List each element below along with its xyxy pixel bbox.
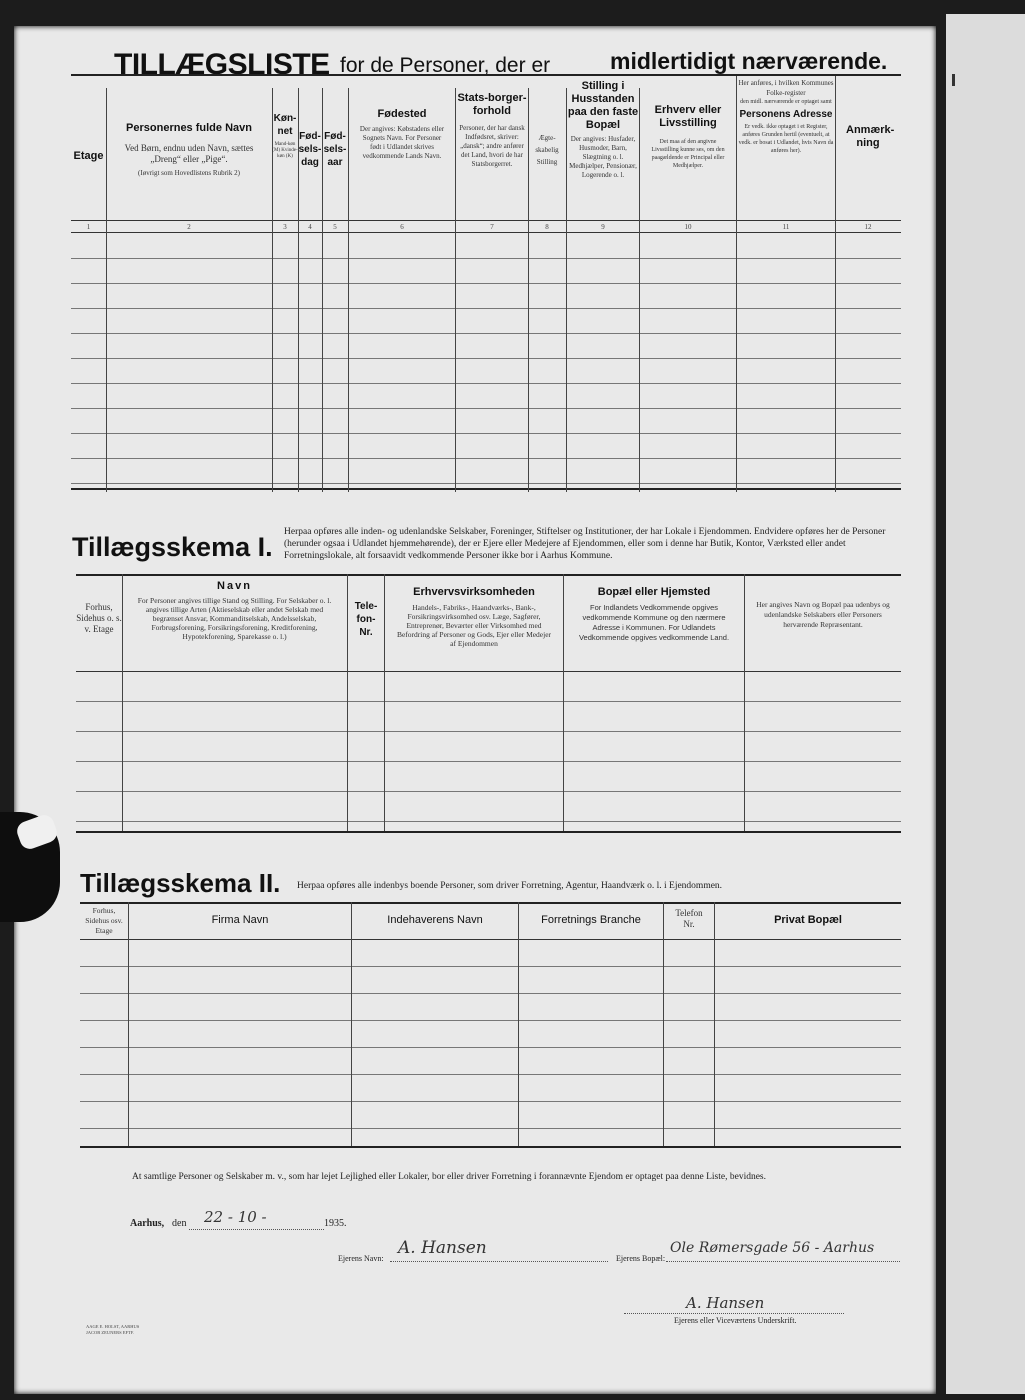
main-col-number: 5 [333, 223, 337, 231]
main-col-4-header: Fød-sels-dag [298, 131, 322, 168]
ruled-row-line [71, 408, 901, 409]
skema2-col-5-header: Telefon Nr. [675, 908, 703, 929]
skema1-col-sep [563, 574, 564, 831]
ruled-row-line [71, 308, 901, 309]
ruled-row-line [71, 458, 901, 459]
ruled-row-line [71, 383, 901, 384]
skema2-header-rule [80, 939, 901, 940]
main-col-number: 3 [283, 223, 287, 231]
page-title-sub2: midlertidigt nærværende. [610, 48, 888, 74]
skema1-bottom-rule [76, 831, 901, 833]
page-title-sub1: for de Personer, der er [340, 54, 551, 77]
main-col-sep [455, 88, 456, 492]
owner-address-handwritten: Ole Rømersgade 56 - Aarhus [670, 1240, 875, 1256]
skema2-col-2-header: Firma Navn [211, 914, 269, 926]
skema1-title: Tillægsskema I. [72, 532, 273, 562]
adjacent-page [946, 14, 1025, 1394]
ruled-row-line [80, 1074, 901, 1075]
skema2-col-sep [663, 902, 664, 1146]
main-col-sep [106, 88, 107, 492]
ruled-row-line [71, 283, 901, 284]
skema1-col-5-header: Bopæl eller Hjemsted For Indlandets Vedkommende opgives vedkommende Kommune og den nærmere Adresse i Kommunen. For Udlandets Vedkommende opgives vedkommende Land. [578, 586, 730, 642]
main-col-number: 6 [400, 223, 404, 231]
main-col-number: 7 [490, 223, 494, 231]
ruled-row-line [71, 433, 901, 434]
skema2-col-3-header: Indehaverens Navn [387, 914, 483, 926]
skema2-title: Tillægsskema II. [80, 868, 281, 898]
ruled-row-line [80, 1047, 901, 1048]
ruled-row-line [76, 791, 901, 792]
main-col-number: 11 [782, 223, 790, 231]
ruled-row-line [76, 731, 901, 732]
skema2-top-rule [80, 902, 901, 904]
skema2-bottom-rule [80, 1146, 901, 1148]
main-col-number: 2 [187, 223, 191, 231]
ruled-row-line [76, 821, 901, 822]
main-col-6-header: Fødested Der angives: Købstadens eller Sognets Navn. For Personer født i Udlandet skrives vedkommende Lands Navn. [359, 108, 445, 160]
skema1-col-4-header: Erhvervsvirksomheden Handels-, Fabriks-, Haandværks-, Bank-, Forsikringsvirksomhed osv. Læge, Sagfører, Entreprenør, Beværter eller Virksomhed med Befordring af Personer og Gods, Ejer eller Medejer af Ejendommen [396, 586, 552, 648]
date-handwritten: 22 - 10 - [204, 1208, 267, 1226]
main-col-3-header: Køn-net Mand-køn (M) Kvinde-køn (K) [272, 113, 298, 159]
owner-name-handwritten: A. Hansen [398, 1238, 487, 1258]
printer-imprint: AAGE E. HOLST, AARHUS JACOB ZEUNERS EFTF. [86, 1324, 140, 1335]
ruled-row-line [80, 966, 901, 967]
skema1-col-2-header: Navn For Personer angives tillige Stand og Stilling. For Selskaber o. l. angives tillige Arten (Aktieselskab eller andet Selskab med begrænset Ansvar, Kommanditselskab, Andelsselskab, Forbrugsforening, Forsikringsforening, Kreditforening, Hypotekforening, Sparekasse o. l.) [137, 580, 332, 641]
main-table-header-rule [71, 220, 901, 221]
owner-name-label: Ejerens Navn: [338, 1254, 384, 1263]
main-col-10-header: Erhverv eller Livsstilling Det maa af den angivne Livsstilling kunne ses, om den paagældende er Principal eller Medhjælper. [651, 104, 725, 169]
skema2-intro: Herpaa opføres alle indenbys boende Personer, som driver Forretning, Agentur, Haandværk o. l. i Ejendommen. [297, 881, 723, 891]
attestation-text: At samtlige Personer og Selskaber m. v., som har lejet Lejlighed eller Lokaler, bor eller driver Forretning i forannævnte Ejendom er optaget paa denne Liste, bevidnes. [132, 1172, 766, 1182]
signature-place: Aarhus, [130, 1218, 165, 1229]
ruled-row-line [80, 993, 901, 994]
main-col-7-header: Stats-borger-forhold Personer, der har dansk Indfødsret, skriver: „dansk“; andre anfører det Land, hvori de har Statsborgerret. [457, 92, 527, 168]
main-col-11-header: Her anføres, i hvilken Kommunes Folke-register den midl. nærværende er optaget samt Personens Adresse Er vedk. ikke optaget i et Register, anføres Grunden hertil (eventuelt, at vedk. er bosat i Udlandet, hvis Navn da anføres her). [738, 79, 834, 154]
main-col-sep [348, 88, 349, 492]
signature-line [624, 1313, 844, 1314]
main-col-number: 12 [864, 223, 872, 231]
skema2-col-6-header: Privat Bopæl [774, 914, 842, 926]
adjacent-page-mark [952, 74, 955, 86]
skema2-col-sep [518, 902, 519, 1146]
skema1-intro: Herpaa opføres alle inden- og udenlandske Selskaber, Foreninger, Stiftelser og Institutioner, der har Lokale i Ejendommen. Endvidere opføres her de Personer (herunder ogsaa i Udlandet hjemmehørende), der er Ejere eller Medejere af Ejendommen, eller som i denne har Butik, Kontor, Værksted eller andet Forretningslokale, alt forsaavidt vedkommende Personer ikke bor i Aarhus Kommune. [284, 527, 886, 561]
page-title: TILLÆGSLISTE [114, 48, 330, 81]
ruled-row-line [80, 1101, 901, 1102]
owner-address-line [666, 1261, 900, 1262]
ruled-row-line [80, 1128, 901, 1129]
ruled-row-line [80, 1020, 901, 1021]
owner-address-label: Ejerens Bopæl: [616, 1254, 666, 1263]
signature-handwritten: A. Hansen [686, 1294, 765, 1312]
skema2-col-1-header: Forhus, Sidehus osv. Etage [85, 906, 123, 935]
main-col-12-header: Anmærk-ning [846, 124, 895, 149]
main-col-number: 9 [601, 223, 605, 231]
skema1-col-sep [122, 574, 123, 831]
main-col-1-header: Etage [73, 150, 104, 162]
form-page [14, 26, 936, 1394]
main-col-5-header: Fød-sels-aar [323, 131, 347, 168]
signature-den-label: den [172, 1218, 187, 1229]
date-line [189, 1229, 324, 1230]
main-col-number: 8 [545, 223, 549, 231]
signature-year: 1935. [324, 1218, 347, 1229]
skema2-col-sep [351, 902, 352, 1146]
main-col-8-header: Ægte-skabelig Stilling [535, 134, 559, 166]
ruled-row-line [71, 333, 901, 334]
skema1-col-1-header: Forhus, Sidehus o. s. v. Etage [76, 602, 122, 634]
ruled-row-line [71, 483, 901, 484]
skema2-col-4-header: Forretnings Branche [541, 914, 641, 926]
ruled-row-line [71, 358, 901, 359]
main-table-top-rule [71, 74, 901, 76]
skema1-col-sep [384, 574, 385, 831]
main-col-2-header: Personernes fulde Navn Ved Børn, endnu uden Navn, sættes „Dreng“ eller „Pige“. (Iøvrigt som Hovedlistens Rubrik 2) [124, 122, 254, 177]
main-table-number-rule [71, 232, 901, 233]
signature-label: Ejerens eller Viceværtens Underskrift. [674, 1316, 797, 1325]
owner-name-line [390, 1261, 608, 1262]
ruled-row-line [71, 258, 901, 259]
skema1-col-6-header: Her angives Navn og Bopæl paa udenbys og udenlandske Selskabers eller Personers herværende Repræsentant. [756, 600, 890, 629]
skema2-col-sep [128, 902, 129, 1146]
skema2-col-sep [714, 902, 715, 1146]
main-col-number: 1 [86, 223, 91, 231]
skema1-top-rule [76, 574, 901, 576]
skema1-col-sep [744, 574, 745, 831]
main-col-number: 4 [308, 223, 312, 231]
skema1-header-rule [76, 671, 901, 672]
main-col-9-header: Stilling i Husstanden paa den faste Bopæl Der angives: Husfader, Husmoder, Barn, Slægtning o. l. Medhjælper, Pensionær, Logerende o. l. [567, 80, 639, 179]
skema1-col-3-header: Tele-fon-Nr. [354, 601, 378, 638]
main-col-number: 10 [684, 223, 692, 231]
ruled-row-line [76, 701, 901, 702]
main-table-bottom-rule [71, 488, 901, 490]
ruled-row-line [76, 761, 901, 762]
